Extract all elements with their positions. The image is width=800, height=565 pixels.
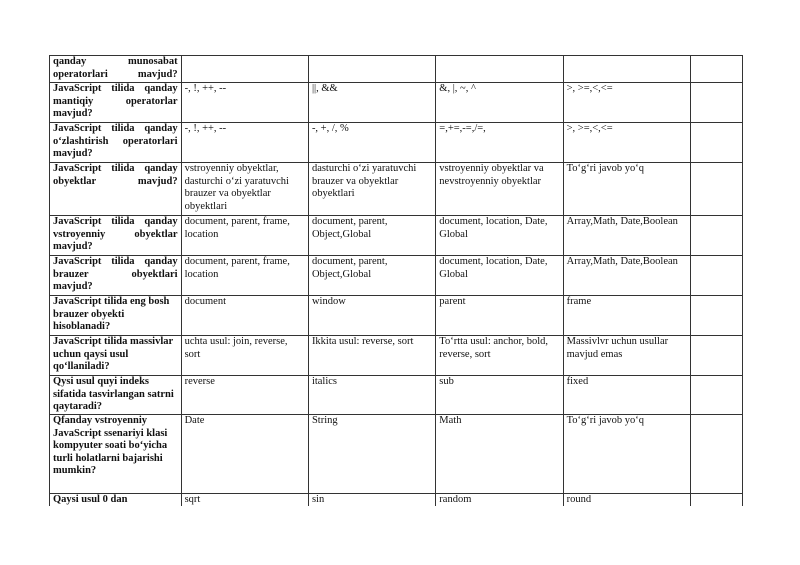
- question-cell: JavaScript tilida qanday o‘zlashtirish operatorlari mavjud?: [50, 123, 182, 163]
- option-cell: Date: [181, 415, 308, 494]
- question-cell: qanday munosabat operatorlari mavjud?: [50, 56, 182, 83]
- option-cell: window: [308, 296, 435, 336]
- option-cell: dasturchi o‘zi yaratuvchi brauzer va obyektlar obyektlari: [308, 163, 435, 216]
- extra-cell: [690, 123, 742, 163]
- option-cell: random: [436, 494, 563, 524]
- option-cell: sub: [436, 376, 563, 415]
- option-cell: vstroyenniy obyektlar, dasturchi o‘zi yaratuvchi brauzer va obyektlar obyektlari: [181, 163, 308, 216]
- option-cell: reverse: [181, 376, 308, 415]
- option-cell: Massivlvr uchun usullar mavjud emas: [563, 336, 690, 376]
- table-row: [50, 256, 743, 296]
- option-cell: [181, 56, 308, 83]
- option-cell: -, !, ++, --: [181, 123, 308, 163]
- option-cell: >, >=,<,<=: [563, 83, 690, 123]
- option-cell: sqrt: [181, 494, 308, 524]
- option-cell: [563, 56, 690, 83]
- option-cell: [308, 56, 435, 83]
- option-cell: round: [563, 494, 690, 524]
- option-cell: -, +, /, %: [308, 123, 435, 163]
- option-cell: >, >=,<,<=: [563, 123, 690, 163]
- page-bottom-margin: [0, 506, 800, 565]
- option-cell: =,+=,-=,/=,: [436, 123, 563, 163]
- option-cell: fixed: [563, 376, 690, 415]
- extra-cell: [690, 376, 742, 415]
- table-row: [50, 336, 743, 376]
- question-cell: JavaScript tilida qanday mantiqiy operatorlar mavjud?: [50, 83, 182, 123]
- option-cell: parent: [436, 296, 563, 336]
- extra-cell: [690, 163, 742, 216]
- option-cell: document: [181, 296, 308, 336]
- option-cell: Array,Math, Date,Boolean: [563, 256, 690, 296]
- extra-cell: [690, 216, 742, 256]
- option-cell: document, location, Date, Global: [436, 256, 563, 296]
- option-cell: Array,Math, Date,Boolean: [563, 216, 690, 256]
- option-cell: sin: [308, 494, 435, 524]
- option-cell: To‘g‘ri javob yo‘q: [563, 163, 690, 216]
- question-cell: JavaScript tilida qanday vstroyenniy obyektlar mavjud?: [50, 216, 182, 256]
- extra-cell: [690, 336, 742, 376]
- option-cell: &, |, ~, ^: [436, 83, 563, 123]
- option-cell: document, parent, frame, location: [181, 256, 308, 296]
- extra-cell: [690, 296, 742, 336]
- option-cell: italics: [308, 376, 435, 415]
- option-cell: To‘rtta usul: anchor, bold, reverse, sort: [436, 336, 563, 376]
- option-cell: -, !, ++, --: [181, 83, 308, 123]
- extra-cell: [690, 256, 742, 296]
- option-cell: document, parent, Object,Global: [308, 216, 435, 256]
- table-row: [50, 216, 743, 256]
- option-cell: Math: [436, 415, 563, 494]
- option-cell: [436, 56, 563, 83]
- table-row: [50, 296, 743, 336]
- question-cell: JavaScript tilida qanday brauzer obyektlari mavjud?: [50, 256, 182, 296]
- option-cell: document, parent, Object,Global: [308, 256, 435, 296]
- question-cell: JavaScript tilida massivlar uchun qaysi usul qo‘llaniladi?: [50, 336, 182, 376]
- option-cell: frame: [563, 296, 690, 336]
- table-row: [50, 415, 743, 494]
- question-cell: JavaScript tilida qanday obyektlar mavjud?: [50, 163, 182, 216]
- option-cell: ||, &&: [308, 83, 435, 123]
- question-cell: Qfanday vstroyenniy JavaScript ssenariyi klasi kompyuter soati bo‘yicha turli holatlarni bajarishi mumkin?: [50, 415, 182, 494]
- option-cell: String: [308, 415, 435, 494]
- question-cell: JavaScript tilida eng bosh brauzer obyekti hisoblanadi?: [50, 296, 182, 336]
- extra-cell: [690, 56, 742, 83]
- table-row: [50, 376, 743, 415]
- option-cell: document, parent, frame, location: [181, 216, 308, 256]
- option-cell: Ikkita usul: reverse, sort: [308, 336, 435, 376]
- table-row: [50, 83, 743, 123]
- table-row: [50, 123, 743, 163]
- option-cell: vstroyenniy obyektlar va nevstroyenniy obyektlar: [436, 163, 563, 216]
- option-cell: To‘g‘ri javob yo‘q: [563, 415, 690, 494]
- extra-cell: [690, 415, 742, 494]
- question-cell: Qaysi usul 0 dan: [50, 494, 182, 524]
- question-cell: Qysi usul quyi indeks sifatida tasvirlangan satrni qaytaradi?: [50, 376, 182, 415]
- extra-cell: [690, 83, 742, 123]
- table-row: [50, 163, 743, 216]
- table-row: [50, 56, 743, 83]
- option-cell: document, location, Date, Global: [436, 216, 563, 256]
- quiz-table: [49, 55, 743, 524]
- option-cell: uchta usul: join, reverse, sort: [181, 336, 308, 376]
